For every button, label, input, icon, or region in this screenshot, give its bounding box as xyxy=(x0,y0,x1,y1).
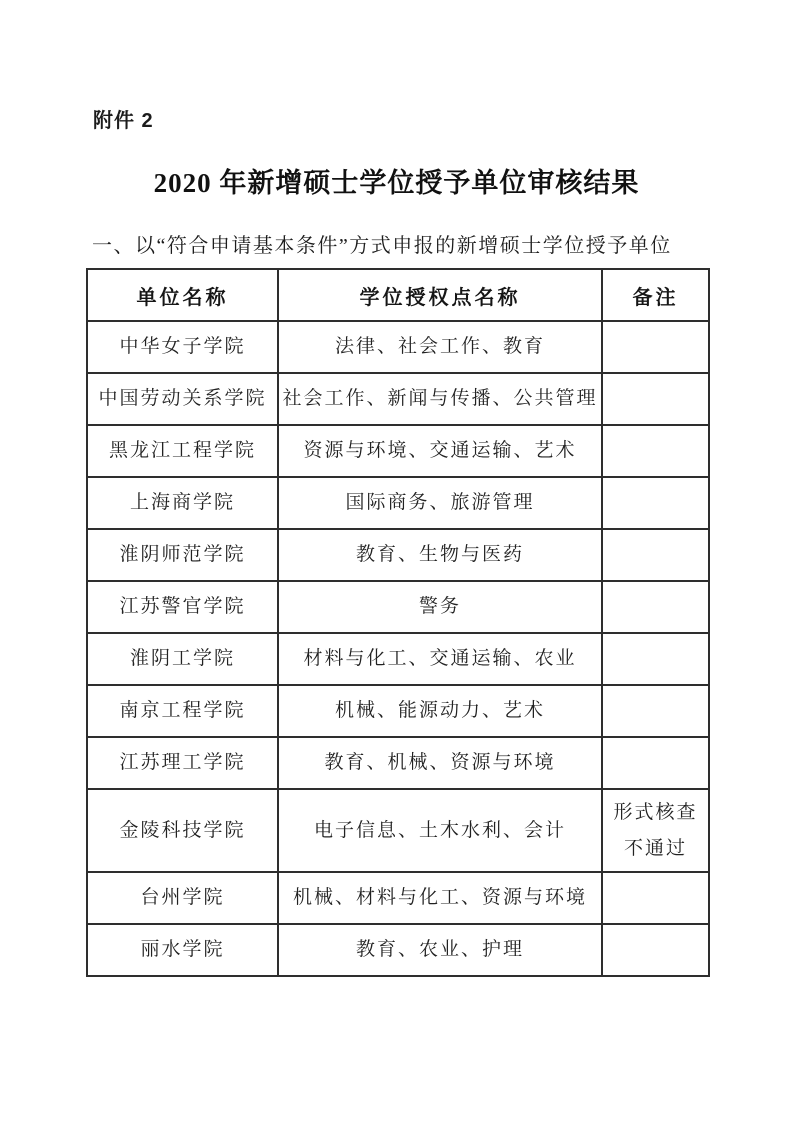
col-header-unit-name: 单位名称 xyxy=(87,269,278,321)
remark-cell xyxy=(602,872,709,924)
table-header-row xyxy=(87,269,709,321)
unit-name-cell: 中华女子学院 xyxy=(87,321,278,373)
section-heading: 一、以“符合申请基本条件”方式申报的新增硕士学位授予单位 xyxy=(92,235,672,257)
programs-cell: 教育、农业、护理 xyxy=(278,924,602,976)
programs-cell: 电子信息、土木水利、会计 xyxy=(278,789,602,872)
table-row xyxy=(87,321,709,373)
table-row xyxy=(87,924,709,976)
programs-cell: 法律、社会工作、教育 xyxy=(278,321,602,373)
table-row xyxy=(87,581,709,633)
programs-cell: 教育、机械、资源与环境 xyxy=(278,737,602,789)
table-row xyxy=(87,685,709,737)
table-row xyxy=(87,477,709,529)
page-title: 2020 年新增硕士学位授予单位审核结果 xyxy=(153,168,640,198)
programs-cell: 资源与环境、交通运输、艺术 xyxy=(278,425,602,477)
table-row xyxy=(87,633,709,685)
programs-cell: 社会工作、新闻与传播、公共管理 xyxy=(278,373,602,425)
unit-name-cell: 丽水学院 xyxy=(87,924,278,976)
table-body xyxy=(87,321,709,976)
programs-cell: 机械、材料与化工、资源与环境 xyxy=(278,872,602,924)
unit-name-cell: 金陵科技学院 xyxy=(87,789,278,872)
unit-name-cell: 南京工程学院 xyxy=(87,685,278,737)
unit-name-cell: 中国劳动关系学院 xyxy=(87,373,278,425)
programs-cell: 国际商务、旅游管理 xyxy=(278,477,602,529)
col-header-remark: 备注 xyxy=(602,269,709,321)
remark-cell xyxy=(602,737,709,789)
unit-name-cell: 淮阴工学院 xyxy=(87,633,278,685)
table-row xyxy=(87,737,709,789)
unit-name-cell: 台州学院 xyxy=(87,872,278,924)
col-header-degree-point-name: 学位授权点名称 xyxy=(278,269,602,321)
unit-name-cell: 江苏理工学院 xyxy=(87,737,278,789)
table-row xyxy=(87,529,709,581)
attachment-label: 附件 2 xyxy=(93,110,154,132)
programs-cell: 机械、能源动力、艺术 xyxy=(278,685,602,737)
table-row xyxy=(87,872,709,924)
remark-cell xyxy=(602,373,709,425)
programs-cell: 材料与化工、交通运输、农业 xyxy=(278,633,602,685)
programs-cell: 教育、生物与医药 xyxy=(278,529,602,581)
remark-cell xyxy=(602,924,709,976)
table-row xyxy=(87,425,709,477)
remark-cell xyxy=(602,477,709,529)
table-row xyxy=(87,789,709,872)
unit-name-cell: 黑龙江工程学院 xyxy=(87,425,278,477)
table-row xyxy=(87,373,709,425)
remark-cell: 形式核查不通过 xyxy=(602,789,709,872)
remark-cell xyxy=(602,685,709,737)
programs-cell: 警务 xyxy=(278,581,602,633)
unit-name-cell: 江苏警官学院 xyxy=(87,581,278,633)
remark-cell xyxy=(602,581,709,633)
unit-name-cell: 淮阴师范学院 xyxy=(87,529,278,581)
unit-name-cell: 上海商学院 xyxy=(87,477,278,529)
remark-cell xyxy=(602,633,709,685)
remark-cell xyxy=(602,425,709,477)
review-result-table xyxy=(86,268,710,977)
remark-cell xyxy=(602,321,709,373)
remark-cell xyxy=(602,529,709,581)
